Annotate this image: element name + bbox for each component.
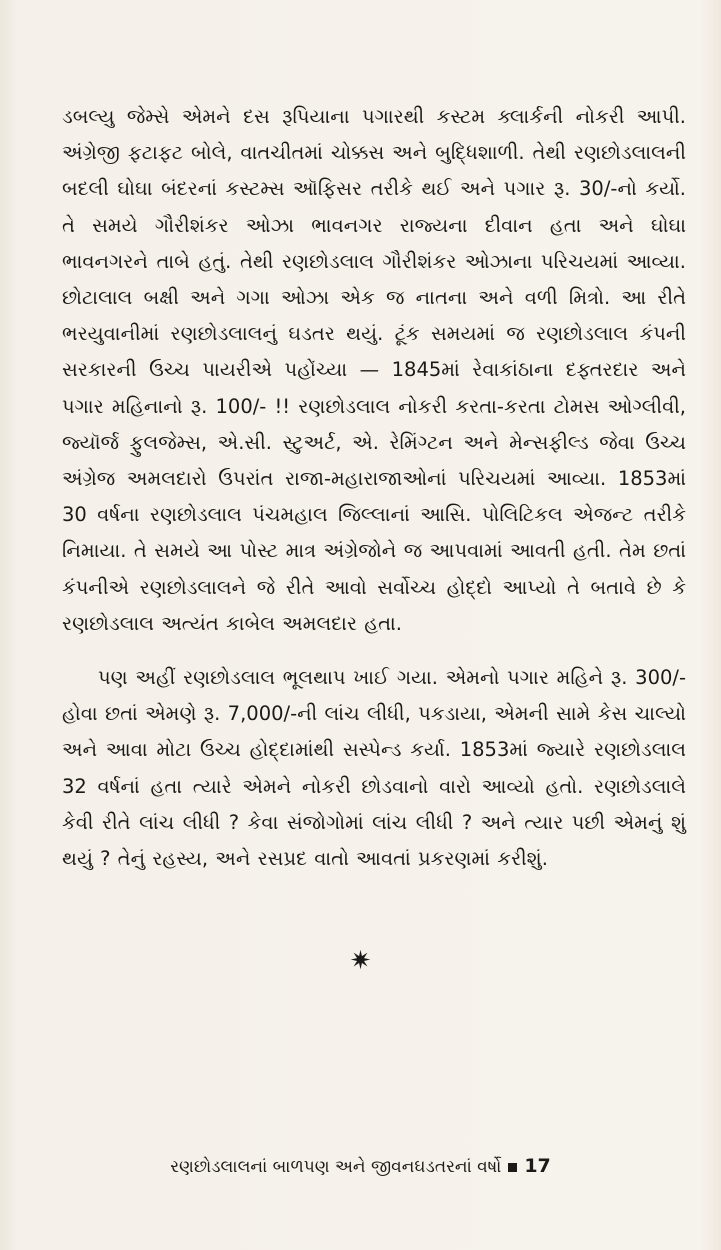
section-end-ornament: ✷ [349,946,372,976]
page-body [62,99,686,877]
footer-chapter-title: રણછોડલાલનાં બાળપણ અને જીવનઘડતરનાં વર્ષો [170,1157,502,1177]
paragraph: ડબલ્યુ જેમ્સે એમને દસ રૂપિયાના પગારથી કસ્ટમ ક્લાર્કની નોકરી આપી. અંગ્રેજી ફટાફટ બોલે, વાતચીતમાં ચોક્કસ અને બુદ્ધિશાળી. તેથી રણછોડલાલની બદલી ઘોઘા બંદરનાં કસ્ટમ્સ ઑફિસર તરીકે થઈ અને પગાર રૂ. 30/-નો કર્યો. તે સમયે ગૌરીશંકર ઓઝા ભાવનગર રાજ્યના દીવાન હતા અને ઘોઘા ભાવનગરને તાબે હતું. તેથી રણછોડલાલ ગૌરીશંકર ઓઝાના પરિચયમાં આવ્યા. છોટાલાલ બક્ષી અને ગગા ઓઝા એક જ નાતના અને વળી મિત્રો. આ રીતે ભરયુવાનીમાં રણછોડલાલનું ઘડતર થયું. ટૂંક સમયમાં જ રણછોડલાલ કંપની સરકારની ઉચ્ચ પાયરીએ પહોંચ્યા — 1845માં રેવાકાંઠાના દફ્તરદાર અને પગાર મહિનાનો રૂ. 100/- !! રણછોડલાલ નોકરી કરતા-કરતા ટોમસ ઓગ્લીવી, જ્યૉર્જ ફુલજેમ્સ, એ.સી. સ્ટુઅર્ટ, એ. રેમિંગ્ટન અને મેન્સફીલ્ડ જેવા ઉચ્ચ અંગ્રેજ અમલદારો ઉપરાંત રાજા-મહારાજાઓનાં પરિચયમાં આવ્યા. 1853માં 30 વર્ષના રણછોડલાલ પંચમહાલ જિલ્લાનાં આસિ. પોલિટિકલ એજન્ટ તરીકે નિમાયા. તે સમયે આ પોસ્ટ માત્ર અંગ્રેજોને જ આપવામાં આવતી હતી. તેમ છતાં કંપનીએ રણછોડલાલને જે રીતે આવો સર્વોચ્ચ હોદ્દો આપ્યો તે બતાવે છે કે રણછોડલાલ અત્યંત કાબેલ અમલદાર હતા. [62,105,686,635]
page-number: 17 [524,1155,551,1177]
running-footer [0,1155,721,1177]
paragraph: પણ અહીં રણછોડલાલ ભૂલથાપ ખાઈ ગયા. એમનો પગાર મહિને રૂ. 300/- હોવા છતાં એમણે રૂ. 7,000/-ની લાંચ લીધી, પકડાયા, એમની સામે કેસ ચાલ્યો અને આવા મોટા ઉચ્ચ હોદ્દામાંથી સસ્પેન્ડ કર્યા. 1853માં જ્યારે રણછોડલાલ 32 વર્ષનાં હતા ત્યારે એમને નોકરી છોડવાનો વારો આવ્યો હતો. રણછોડલાલે કેવી રીતે લાંચ લીધી ? કેવા સંજોગોમાં લાંચ લીધી ? અને ત્યાર પછી એમનું શું થયું ? તેનું રહસ્ય, અને રસપ્રદ વાતો આવતાં પ્રકરણમાં કરીશું. [62,666,686,871]
square-bullet-icon [508,1163,517,1172]
